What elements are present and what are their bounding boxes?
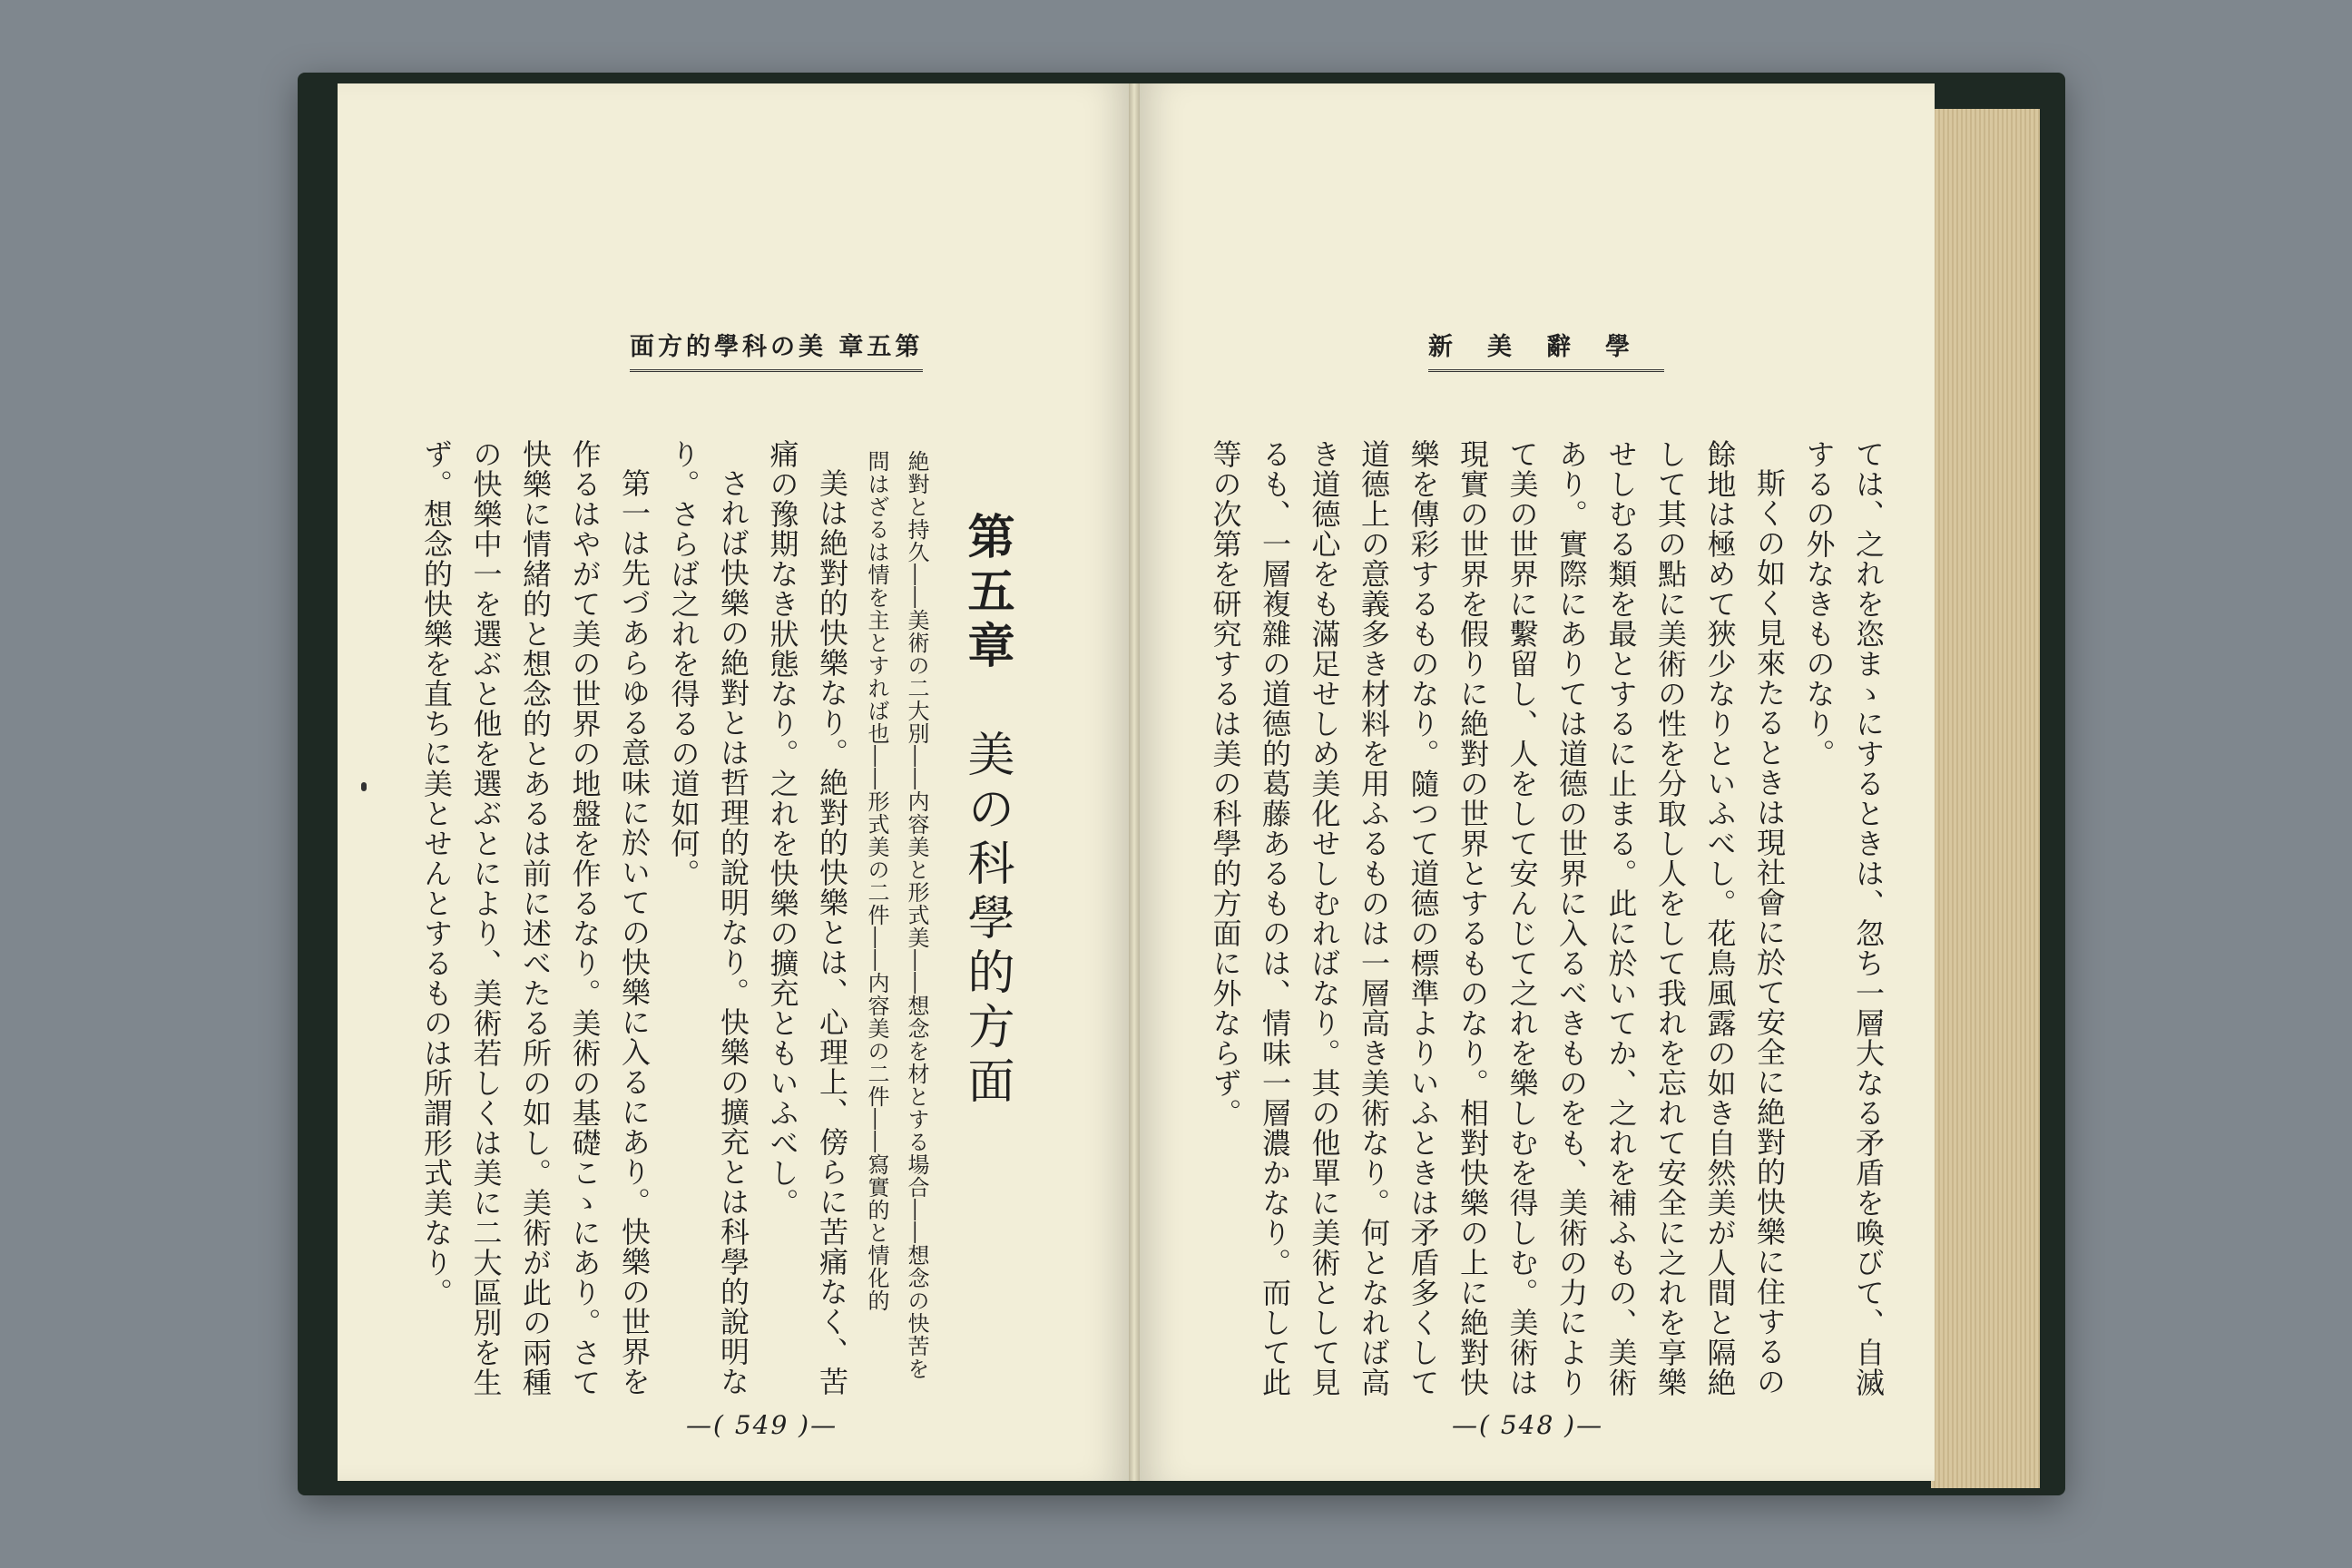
chapter-title: 美の科學的方面: [959, 730, 1014, 1111]
running-head: 面方的學科の美 章五第: [630, 327, 923, 372]
page-number: —( 549 )—: [686, 1410, 838, 1440]
text-block: [419, 439, 1036, 1401]
left-page: [338, 83, 1129, 1481]
right-page: [1140, 83, 1935, 1481]
text-block: [1208, 439, 1893, 1401]
paragraph: 第一は先づあらゆる意味に於いての快樂に入るにあり。快樂の世界を作るはやがて美の世界の地盤を作るなり。美術の基礎こゝにあり。さて快樂に情緒的と想念的とあるは前に述べたる所の如し。美術が此の兩種の快樂中一を選ぶと他を選ぶとにより、美術若しくは美に二大區別を生ず。想念的快樂を直ちに美とせんとするものは所謂形式美なり。: [419, 439, 652, 1397]
paragraph: 美は絶對的快樂なり。絶對的快樂とは、心理上、傍らに苦痛なく、苦痛の豫期なき狀態なり。之れを快樂の擴充ともいふべし。: [765, 439, 849, 1396]
paragraph: ては、之れを恣まゝにするときは、忽ち一層大なる矛盾を喚びて、自滅するの外なきものなり。: [1801, 439, 1886, 1397]
page-edges: [1931, 109, 2040, 1488]
paragraph: 斯くの如く見來たるときは現社會に於て安全に絶對的快樂に住するの餘地は極めて狹少なりといふべし。花鳥風露の如き自然美が人間と隔絶して其の點に美術の性を分取し人をして我れを忘れて安全に之れを享樂せしむる類を最とするに止まる。此に於いてか、之れを補ふもの、美術あり。實際にありては道德の世界に入るべきものをも、美術の力によりて美の世界に繫留し、人をして安んじて之れを樂しむを得しむ。美術は現實の世界を假りに絶對の世界とするものなり。相對快樂の上に絶對快樂を傳彩するものなり。隨つて道德の標準よりいふときは矛盾多くして道德上の意義多き材料を用ふるものは一層高き美術なり。何となれば高き道德心をも滿足せしめ美化せしむればなり。其の他單に美術として見るも、一層複雜の道德的葛藤あるものは、情味一層濃かなり。而して此等の次第を研究するは美の科學的方面に外ならず。: [1208, 439, 1787, 1397]
chapter-number: 第五章: [959, 512, 1014, 675]
gutter: [1129, 83, 1140, 1481]
chapter-heading: [936, 512, 1036, 1401]
page-number: —( 548 )—: [1452, 1410, 1604, 1440]
ink-mark: [361, 782, 367, 791]
chapter-summary-line: 問はざるは情を主とすれば也――形式美の二件――内容美の二件――寫實的と情化的: [864, 450, 889, 1312]
chapter-summary-line: 絶對と持久――美術の二大別――内容美と形式美――想念を材とする場合――想念の快苦を: [904, 450, 929, 1380]
running-head: 新美辭學: [1428, 327, 1664, 372]
paragraph: されば快樂の絶對とは哲理的說明なり。快樂の擴充とは科學的說明なり。さらば之れを得るの道如何。: [666, 439, 750, 1396]
